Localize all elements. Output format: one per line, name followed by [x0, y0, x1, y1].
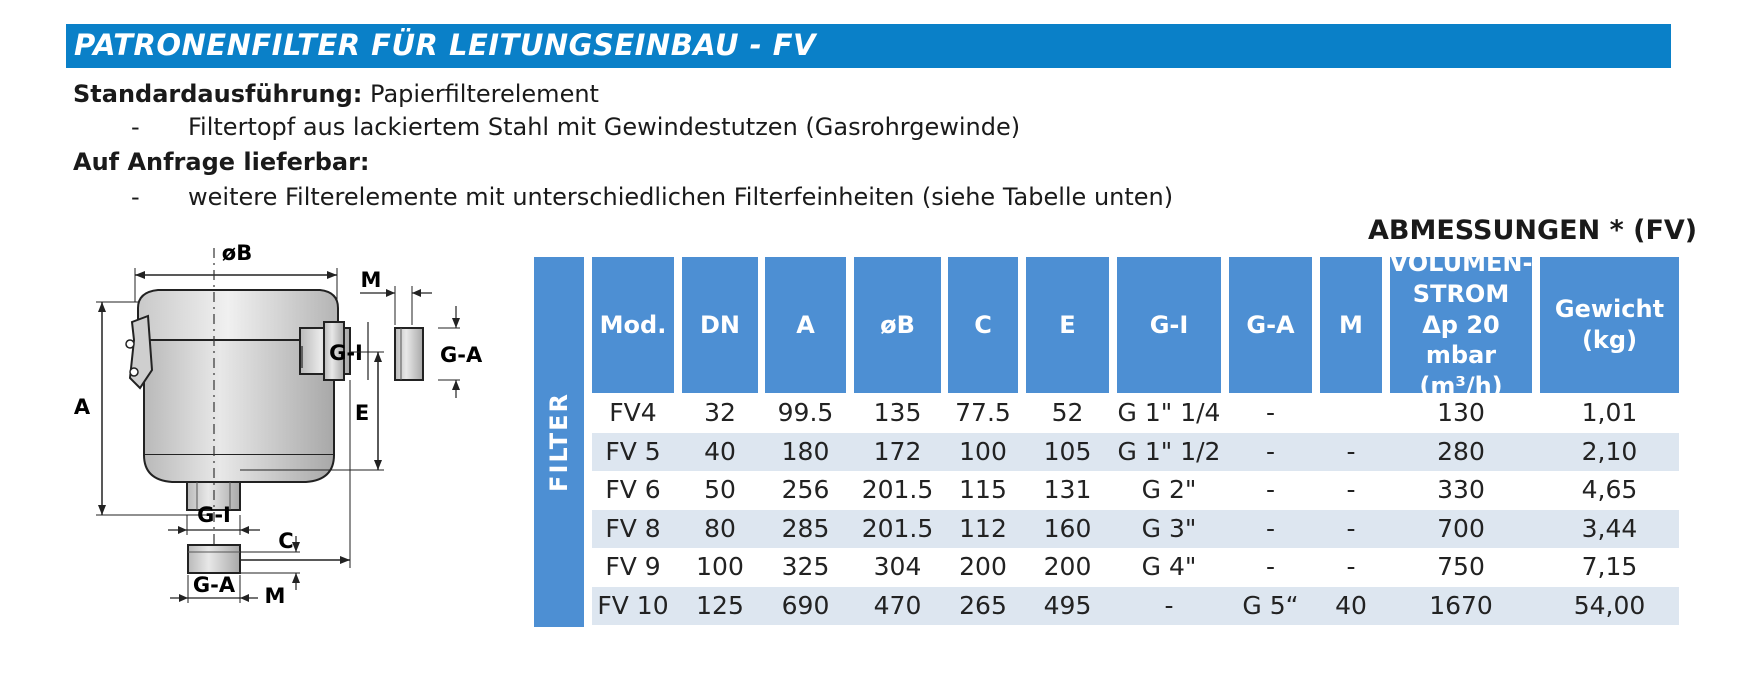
bullet-dash: - — [131, 183, 140, 211]
cell-c: 100 — [959, 436, 1007, 466]
cell-mod: FV 8 — [605, 513, 661, 543]
cell-weight: 1,01 — [1581, 398, 1638, 427]
cell-m: - — [1346, 552, 1356, 581]
header-volume — [1389, 249, 1533, 401]
cell-e: 105 — [1043, 436, 1092, 466]
cell-e: 495 — [1043, 590, 1092, 620]
cell-c: 200 — [959, 552, 1007, 581]
dim-label-a: A — [73, 395, 91, 419]
cell-gi: - — [1164, 590, 1174, 620]
standard-bullet: Filtertopf aus lackiertem Stahl mit Gewindestutzen (Gasrohrgewinde) — [188, 113, 1021, 141]
table-row — [592, 433, 1679, 471]
dim-label-ga-bottom: G-A — [192, 573, 236, 597]
cell-e: 160 — [1043, 513, 1092, 543]
dim-label-ob: øB — [221, 241, 253, 265]
header-volume-line1: VOLUMEN- — [1389, 249, 1533, 278]
header-ob: øB — [854, 257, 941, 393]
standard-label: Standardausführung: — [73, 80, 363, 108]
header-volume-line4: (m³/h) — [1419, 372, 1503, 401]
cell-a: 690 — [781, 590, 830, 620]
cell-weight: 4,65 — [1581, 475, 1638, 504]
table-row — [592, 394, 1679, 432]
cell-ob: 470 — [873, 590, 922, 620]
cell-e: 52 — [1051, 398, 1084, 427]
cell-gi: G 2" — [1141, 475, 1197, 504]
cell-vol: 700 — [1437, 513, 1485, 543]
cell-ga: - — [1265, 552, 1276, 581]
dim-label-e: E — [354, 401, 370, 425]
cell-a: 180 — [781, 436, 830, 466]
cell-m: - — [1346, 475, 1356, 504]
cell-weight: 3,44 — [1581, 513, 1638, 543]
dim-label-c: C — [278, 529, 294, 553]
title-bar — [66, 24, 1671, 68]
cell-m: 40 — [1335, 590, 1367, 620]
request-label: Auf Anfrage lieferbar: — [73, 148, 370, 176]
header-volume-line2: STROM — [1412, 279, 1510, 308]
filter-technical-drawing — [60, 240, 530, 680]
cell-ob: 304 — [873, 552, 922, 581]
cell-e: 200 — [1043, 552, 1092, 581]
header-weight — [1540, 257, 1679, 393]
cell-m: - — [1346, 436, 1356, 466]
cell-gi: G 1" 1/2 — [1117, 436, 1221, 466]
table-row — [592, 510, 1679, 548]
bullet-dash: - — [131, 113, 140, 141]
cell-ob: 201.5 — [861, 475, 934, 504]
filter-label: FILTER — [545, 392, 573, 492]
cell-ob: 201.5 — [861, 513, 934, 543]
header-weight-line2: (kg) — [1581, 326, 1638, 354]
cell-a: 99.5 — [777, 398, 834, 427]
cell-dn: 100 — [696, 552, 744, 581]
standard-line — [73, 80, 599, 108]
cell-a: 256 — [781, 475, 830, 504]
header-volume-line3: Δp 20 mbar — [1422, 310, 1500, 370]
page-title: PATRONENFILTER FÜR LEITUNGSEINBAU - FV — [74, 28, 816, 62]
cell-weight: 2,10 — [1581, 436, 1638, 466]
header-dn: DN — [682, 257, 758, 393]
request-bullet: weitere Filterelemente mit unterschiedlichen Filterfeinheiten (siehe Tabelle unten) — [188, 183, 1174, 211]
cell-weight: 54,00 — [1573, 590, 1646, 620]
table-row — [592, 587, 1679, 625]
cell-vol: 330 — [1437, 475, 1485, 504]
cell-dn: 125 — [696, 590, 744, 620]
cell-a: 325 — [781, 552, 830, 581]
cell-weight: 7,15 — [1581, 552, 1638, 581]
header-a: A — [765, 257, 846, 393]
cell-mod: FV 6 — [605, 475, 661, 504]
dim-label-m-top: M — [360, 268, 382, 292]
header-e: E — [1026, 257, 1109, 393]
cell-c: 77.5 — [955, 398, 1011, 427]
header-gi: G-I — [1117, 257, 1221, 393]
cell-vol: 1670 — [1429, 590, 1493, 620]
cell-ob: 135 — [873, 398, 922, 427]
cell-gi: G 4" — [1141, 552, 1197, 581]
dim-label-gi-side: G-I — [329, 341, 363, 365]
cell-c: 265 — [959, 590, 1007, 620]
header-ga: G-A — [1229, 257, 1312, 393]
dimensions-heading: ABMESSUNGEN * (FV) — [1368, 215, 1698, 246]
cell-m — [1320, 394, 1382, 432]
request-line — [73, 148, 370, 176]
cell-dn: 40 — [704, 436, 736, 466]
table-row — [592, 548, 1679, 586]
cell-a: 285 — [781, 513, 830, 543]
cell-dn: 32 — [704, 398, 736, 427]
table-side-label — [534, 257, 584, 627]
cell-ga: - — [1265, 436, 1276, 466]
header-weight-line1: Gewicht — [1554, 295, 1665, 324]
cell-ob: 172 — [873, 436, 922, 466]
header-mod: Mod. — [592, 257, 674, 393]
cell-vol: 280 — [1437, 436, 1485, 466]
cell-mod: FV4 — [609, 398, 657, 427]
cell-c: 112 — [959, 513, 1007, 543]
cell-vol: 130 — [1437, 398, 1485, 427]
cell-mod: FV 9 — [605, 552, 661, 581]
dim-label-ga-side: G-A — [440, 343, 483, 367]
cell-gi: G 1" 1/4 — [1117, 398, 1221, 427]
dim-label-m-bottom: M — [264, 584, 286, 608]
cell-e: 131 — [1043, 475, 1092, 504]
cell-gi: G 3" — [1141, 513, 1197, 543]
cell-mod: FV 5 — [605, 436, 661, 466]
cell-ga: - — [1265, 398, 1276, 427]
standard-value: Papierfilterelement — [370, 80, 599, 108]
cell-mod: FV 10 — [597, 590, 669, 620]
cell-ga: G 5“ — [1242, 590, 1299, 620]
cell-c: 115 — [959, 475, 1007, 504]
cell-dn: 80 — [704, 513, 736, 543]
header-m: M — [1320, 257, 1382, 393]
cell-m: - — [1346, 513, 1356, 543]
table-row — [592, 471, 1679, 509]
header-c: C — [948, 257, 1018, 393]
cell-dn: 50 — [704, 475, 736, 504]
cell-ga: - — [1265, 475, 1276, 504]
cell-ga: - — [1265, 513, 1276, 543]
dim-label-gi-bottom: G-I — [197, 503, 231, 527]
cell-vol: 750 — [1437, 552, 1485, 581]
